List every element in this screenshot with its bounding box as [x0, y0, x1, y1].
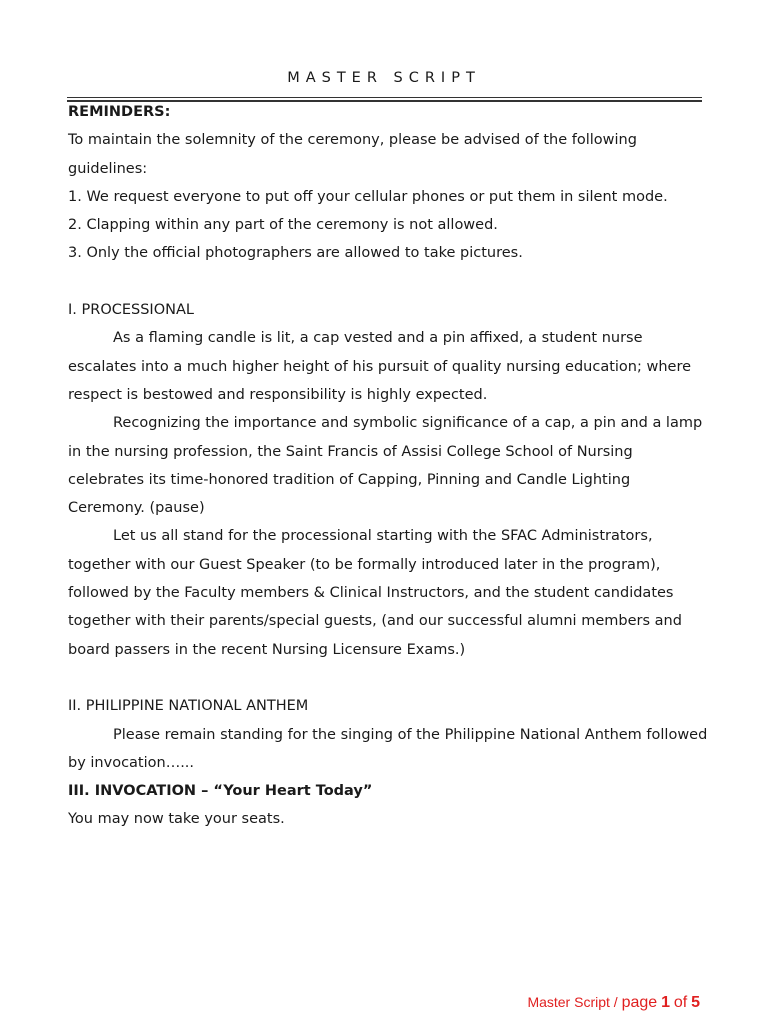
reminder-item: 3. Only the official photographers are allowed to take pictures.: [68, 245, 523, 262]
spacer: [68, 664, 708, 692]
footer-current-page: 1: [661, 994, 670, 1011]
reminder-item: 2. Clapping within any part of the ceremony is not allowed.: [68, 217, 498, 234]
spacer: [68, 268, 708, 296]
footer-label: Master Script /: [527, 994, 618, 1010]
anthem-heading: II. PHILIPPINE NATIONAL ANTHEM: [68, 698, 309, 715]
processional-paragraph: Let us all stand for the processional starting with the SFAC Administrators, together with our Guest Speaker (to be formally introduced later in the program), followed by the Faculty members & Clinical Instructors, and the student candidates together with their parents/special guests, (and our successful alumni members and board passers in the recent Nursing Licensure Exams.): [68, 528, 682, 658]
anthem-paragraph: Please remain standing for the singing of the Philippine National Anthem followed by invocation…...: [68, 726, 708, 771]
invocation-heading: III. INVOCATION – “Your Heart Today”: [68, 783, 373, 800]
footer-total-pages: 5: [691, 994, 700, 1011]
reminders-heading: REMINDERS:: [68, 104, 171, 120]
page-footer: [527, 994, 700, 1012]
processional-paragraph: Recognizing the importance and symbolic significance of a cap, a pin and a lamp in the nursing profession, the Saint Francis of Assisi College School of Nursing celebrates its time-honored tradition of Capping, Pinning and Candle Lighting Ceremony. (pause): [68, 415, 703, 517]
processional-paragraph: As a flaming candle is lit, a cap vested and a pin affixed, a student nurse escalates into a much higher height of his pursuit of quality nursing education; where respect is bestowed and responsibility is highly expected.: [68, 330, 692, 403]
invocation-paragraph: You may now take your seats.: [68, 811, 285, 828]
page-title: MASTER SCRIPT: [287, 70, 481, 86]
reminders-intro: To maintain the solemnity of the ceremony, please be advised of the following guidelines:: [68, 132, 637, 177]
footer-of-word: of: [673, 994, 688, 1011]
document-body: [68, 98, 708, 834]
processional-heading: I. PROCESSIONAL: [68, 302, 194, 319]
footer-page-word: page: [621, 994, 658, 1011]
reminder-item: 1. We request everyone to put off your cellular phones or put them in silent mode.: [68, 188, 668, 205]
